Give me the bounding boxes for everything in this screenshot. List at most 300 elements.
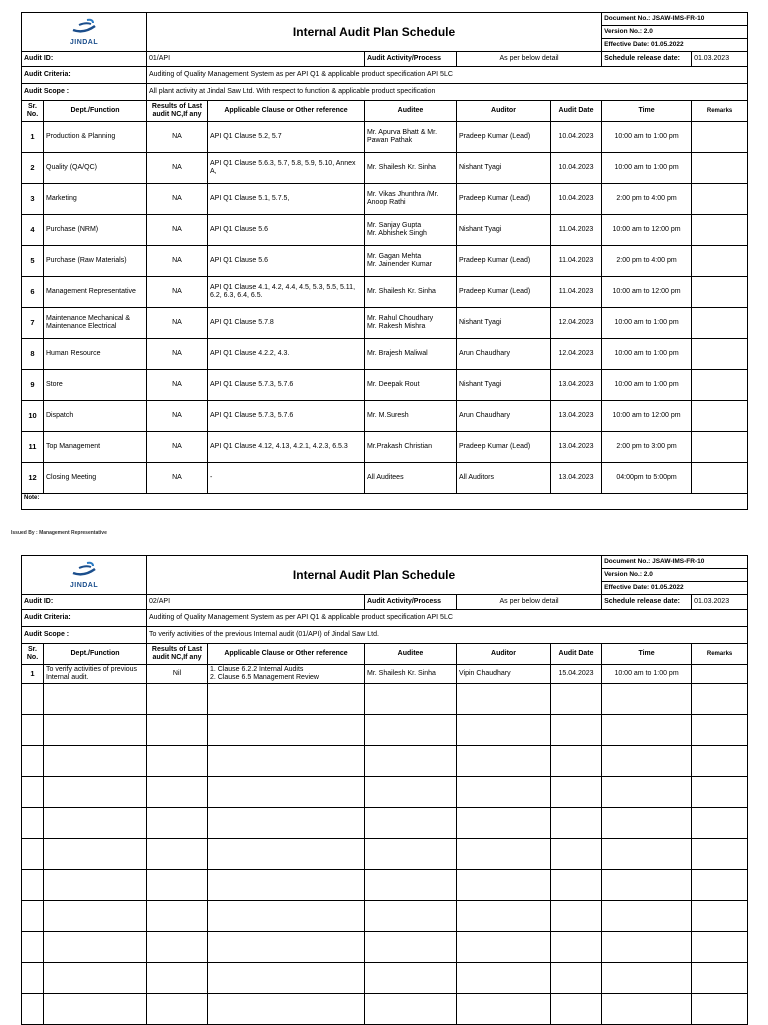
sheet1-rows: [22, 122, 748, 494]
row-dept-function: Closing Meeting: [44, 463, 147, 494]
row-clause: API Q1 Clause 5.7.8: [208, 308, 365, 339]
row-remarks: [692, 215, 748, 246]
row-dept-function: Production & Planning: [44, 122, 147, 153]
audit-activity-value: As per below detail: [457, 595, 602, 610]
col-header-time: Time: [602, 644, 692, 665]
empty-cell: [457, 684, 551, 715]
col-header-dept: Dept./Function: [44, 101, 147, 122]
row-auditee: Mr.Prakash Christian: [365, 432, 457, 463]
empty-cell: [44, 746, 147, 777]
empty-cell: [22, 684, 44, 715]
table-row: [22, 665, 748, 684]
empty-cell: [22, 746, 44, 777]
row-clause: -: [208, 463, 365, 494]
audit-activity-label: Audit Activity/Process: [365, 595, 457, 610]
audit-activity-label: Audit Activity/Process: [365, 52, 457, 67]
row-auditee: Mr. Brajesh Maliwal: [365, 339, 457, 370]
col-header-clause: Applicable Clause or Other reference: [208, 644, 365, 665]
row-audit-date: 11.04.2023: [551, 246, 602, 277]
empty-cell: [147, 901, 208, 932]
empty-cell: [692, 870, 748, 901]
empty-cell: [602, 746, 692, 777]
col-header-auditor: Auditor: [457, 644, 551, 665]
jindal-logo-icon: [69, 18, 99, 36]
row-last-result: NA: [147, 463, 208, 494]
col-header-time: Time: [602, 101, 692, 122]
empty-cell: [208, 777, 365, 808]
empty-cell: [22, 870, 44, 901]
row-clause: API Q1 Clause 5.2, 5.7: [208, 122, 365, 153]
row-sr-no: 10: [22, 401, 44, 432]
empty-cell: [44, 684, 147, 715]
row-time: 10:00 am to 1:00 pm: [602, 122, 692, 153]
table-row: [22, 308, 748, 339]
empty-cell: [602, 777, 692, 808]
row-dept-function: Store: [44, 370, 147, 401]
empty-cell: [602, 808, 692, 839]
row-audit-date: 11.04.2023: [551, 277, 602, 308]
empty-cell: [147, 994, 208, 1025]
empty-cell: [44, 808, 147, 839]
table-row: [22, 215, 748, 246]
row-clause: 1. Clause 6.2.2 Internal Audits 2. Clause 6.5 Management Review: [208, 665, 365, 684]
empty-cell: [457, 963, 551, 994]
row-audit-date: 13.04.2023: [551, 432, 602, 463]
table-row: [22, 463, 748, 494]
empty-cell: [365, 932, 457, 963]
empty-cell: [365, 684, 457, 715]
empty-cell: [147, 808, 208, 839]
empty-cell: [22, 963, 44, 994]
row-sr-no: 11: [22, 432, 44, 463]
row-last-result: NA: [147, 370, 208, 401]
empty-cell: [22, 715, 44, 746]
empty-cell: [365, 715, 457, 746]
row-remarks: [692, 463, 748, 494]
row-audit-date: 12.04.2023: [551, 308, 602, 339]
empty-cell: [551, 901, 602, 932]
col-header-remarks: Remarks: [692, 101, 748, 122]
logo-text: JINDAL: [69, 581, 99, 589]
empty-cell: [551, 932, 602, 963]
empty-cell: [208, 963, 365, 994]
row-auditee: Mr. Sanjay Gupta Mr. Abhishek Singh: [365, 215, 457, 246]
row-remarks: [692, 665, 748, 684]
empty-cell: [22, 839, 44, 870]
row-remarks: [692, 246, 748, 277]
row-audit-date: 10.04.2023: [551, 184, 602, 215]
empty-cell: [365, 870, 457, 901]
empty-table-row: [22, 684, 748, 715]
empty-cell: [551, 994, 602, 1025]
empty-cell: [457, 839, 551, 870]
empty-cell: [551, 777, 602, 808]
row-auditor: Nishant Tyagi: [457, 153, 551, 184]
empty-cell: [44, 901, 147, 932]
empty-cell: [44, 870, 147, 901]
row-auditor: Nishant Tyagi: [457, 370, 551, 401]
row-audit-date: 10.04.2023: [551, 122, 602, 153]
row-audit-date: 13.04.2023: [551, 463, 602, 494]
audit-plan-sheet-1: [21, 12, 747, 510]
empty-table-row: [22, 901, 748, 932]
row-auditee: Mr. Deepak Rout: [365, 370, 457, 401]
col-header-result: Results of Last audit NC,If any: [147, 644, 208, 665]
empty-cell: [457, 870, 551, 901]
audit-criteria-value: Auditing of Quality Management System as per API Q1 & applicable product specification API 5LC: [147, 610, 748, 627]
row-sr-no: 8: [22, 339, 44, 370]
empty-cell: [147, 839, 208, 870]
page-title: Internal Audit Plan Schedule: [147, 556, 602, 595]
row-auditor: Nishant Tyagi: [457, 215, 551, 246]
empty-cell: [692, 777, 748, 808]
effective-date: Effective Date: 01.05.2022: [602, 582, 748, 595]
audit-id-value: 02/API: [147, 595, 365, 610]
row-dept-function: Management Representative: [44, 277, 147, 308]
row-last-result: NA: [147, 432, 208, 463]
empty-cell: [365, 963, 457, 994]
row-sr-no: 2: [22, 153, 44, 184]
row-dept-function: Marketing: [44, 184, 147, 215]
row-dept-function: Quality (QA/QC): [44, 153, 147, 184]
issued-by-text: Issued By : Management Representative: [11, 530, 107, 536]
row-audit-date: 11.04.2023: [551, 215, 602, 246]
row-last-result: NA: [147, 122, 208, 153]
empty-cell: [208, 684, 365, 715]
empty-table-row: [22, 777, 748, 808]
empty-table-row: [22, 870, 748, 901]
row-auditor: Pradeep Kumar (Lead): [457, 122, 551, 153]
empty-table-row: [22, 932, 748, 963]
audit-criteria-value: Auditing of Quality Management System as per API Q1 & applicable product specification API 5LC: [147, 67, 748, 84]
row-auditor: Arun Chaudhary: [457, 339, 551, 370]
empty-cell: [551, 715, 602, 746]
row-dept-function: Maintenance Mechanical & Maintenance Electrical: [44, 308, 147, 339]
row-auditee: Mr. Rahul Choudhary Mr. Rakesh Mishra: [365, 308, 457, 339]
col-header-date: Audit Date: [551, 644, 602, 665]
empty-cell: [365, 901, 457, 932]
row-clause: API Q1 Clause 5.7.3, 5.7.6: [208, 401, 365, 432]
empty-cell: [457, 932, 551, 963]
empty-cell: [692, 839, 748, 870]
empty-table-row: [22, 808, 748, 839]
empty-cell: [147, 870, 208, 901]
row-dept-function: Purchase (Raw Materials): [44, 246, 147, 277]
row-last-result: NA: [147, 215, 208, 246]
empty-cell: [208, 932, 365, 963]
row-auditee: Mr. M.Suresh: [365, 401, 457, 432]
row-last-result: NA: [147, 277, 208, 308]
empty-cell: [44, 994, 147, 1025]
empty-cell: [602, 963, 692, 994]
empty-cell: [208, 901, 365, 932]
empty-table-row: [22, 963, 748, 994]
row-audit-date: 15.04.2023: [551, 665, 602, 684]
row-audit-date: 13.04.2023: [551, 370, 602, 401]
table-row: [22, 370, 748, 401]
sheet1-header-table: [21, 12, 748, 510]
empty-cell: [147, 963, 208, 994]
row-time: 2:00 pm to 3:00 pm: [602, 432, 692, 463]
row-sr-no: 1: [22, 665, 44, 684]
row-remarks: [692, 432, 748, 463]
col-header-auditor: Auditor: [457, 101, 551, 122]
empty-cell: [365, 746, 457, 777]
row-last-result: NA: [147, 401, 208, 432]
row-remarks: [692, 401, 748, 432]
sheet2-rows: [22, 665, 748, 1025]
row-last-result: Nil: [147, 665, 208, 684]
empty-cell: [365, 839, 457, 870]
version-number: Version No.: 2.0: [602, 26, 748, 39]
release-date-label: Schedule release date:: [602, 52, 692, 67]
row-clause: API Q1 Clause 4.12, 4.13, 4.2.1, 4.2.3, 6.5.3: [208, 432, 365, 463]
empty-cell: [551, 839, 602, 870]
empty-cell: [551, 808, 602, 839]
row-sr-no: 7: [22, 308, 44, 339]
row-auditee: Mr. Gagan Mehta Mr. Jainender Kumar: [365, 246, 457, 277]
page-title: Internal Audit Plan Schedule: [147, 13, 602, 52]
audit-id-label: Audit ID:: [22, 52, 147, 67]
col-header-sr: Sr. No.: [22, 644, 44, 665]
empty-table-row: [22, 715, 748, 746]
row-sr-no: 3: [22, 184, 44, 215]
row-auditor: Vipin Chaudhary: [457, 665, 551, 684]
empty-cell: [147, 746, 208, 777]
row-clause: API Q1 Clause 5.6: [208, 246, 365, 277]
empty-cell: [457, 808, 551, 839]
col-header-remarks: Remarks: [692, 644, 748, 665]
table-row: [22, 122, 748, 153]
audit-scope-label: Audit Scope :: [22, 84, 147, 101]
empty-cell: [602, 994, 692, 1025]
empty-table-row: [22, 839, 748, 870]
col-header-auditee: Auditee: [365, 101, 457, 122]
empty-cell: [22, 901, 44, 932]
empty-cell: [44, 777, 147, 808]
audit-scope-value: All plant activity at Jindal Saw Ltd. With respect to function & applicable product specification: [147, 84, 748, 101]
empty-cell: [22, 994, 44, 1025]
row-last-result: NA: [147, 339, 208, 370]
empty-cell: [602, 932, 692, 963]
release-date-value: 01.03.2023: [692, 595, 748, 610]
empty-cell: [602, 684, 692, 715]
row-clause: API Q1 Clause 5.7.3, 5.7.6: [208, 370, 365, 401]
audit-scope-label: Audit Scope :: [22, 627, 147, 644]
effective-date: Effective Date: 01.05.2022: [602, 39, 748, 52]
row-sr-no: 4: [22, 215, 44, 246]
row-dept-function: To verify activities of previous Internal audit.: [44, 665, 147, 684]
empty-cell: [551, 963, 602, 994]
note-label: Note:: [22, 494, 748, 510]
row-auditor: Pradeep Kumar (Lead): [457, 184, 551, 215]
empty-cell: [208, 808, 365, 839]
empty-cell: [602, 715, 692, 746]
row-time: 10:00 am to 12:00 pm: [602, 215, 692, 246]
row-last-result: NA: [147, 246, 208, 277]
version-number: Version No.: 2.0: [602, 569, 748, 582]
empty-cell: [602, 870, 692, 901]
row-time: 04:00pm to 5:00pm: [602, 463, 692, 494]
empty-cell: [44, 932, 147, 963]
row-dept-function: Purchase (NRM): [44, 215, 147, 246]
row-sr-no: 12: [22, 463, 44, 494]
table-row: [22, 401, 748, 432]
row-remarks: [692, 122, 748, 153]
row-clause: API Q1 Clause 5.6: [208, 215, 365, 246]
row-clause: API Q1 Clause 5.6.3, 5.7, 5.8, 5.9, 5.10, Annex A,: [208, 153, 365, 184]
empty-cell: [602, 839, 692, 870]
row-remarks: [692, 308, 748, 339]
empty-cell: [365, 808, 457, 839]
empty-cell: [692, 684, 748, 715]
row-time: 10:00 am to 1:00 pm: [602, 339, 692, 370]
row-sr-no: 9: [22, 370, 44, 401]
empty-cell: [365, 777, 457, 808]
empty-cell: [692, 901, 748, 932]
empty-cell: [551, 870, 602, 901]
empty-cell: [692, 808, 748, 839]
row-dept-function: Top Management: [44, 432, 147, 463]
row-auditee: Mr. Shailesh Kr. Sinha: [365, 665, 457, 684]
empty-cell: [22, 777, 44, 808]
empty-cell: [208, 870, 365, 901]
table-row: [22, 246, 748, 277]
empty-cell: [692, 715, 748, 746]
audit-scope-value: To verify activities of the previous Internal audit (01/API) of Jindal Saw Ltd.: [147, 627, 748, 644]
empty-cell: [457, 746, 551, 777]
table-row: [22, 432, 748, 463]
row-time: 10:00 am to 12:00 pm: [602, 277, 692, 308]
row-remarks: [692, 370, 748, 401]
row-time: 10:00 am to 1:00 pm: [602, 665, 692, 684]
audit-criteria-label: Audit Criteria:: [22, 610, 147, 627]
row-auditee: All Auditees: [365, 463, 457, 494]
table-row: [22, 153, 748, 184]
row-clause: API Q1 Clause 5.1, 5.7.5,: [208, 184, 365, 215]
row-auditee: Mr. Apurva Bhatt & Mr. Pawan Pathak: [365, 122, 457, 153]
release-date-label: Schedule release date:: [602, 595, 692, 610]
empty-cell: [208, 746, 365, 777]
col-header-dept: Dept./Function: [44, 644, 147, 665]
empty-cell: [457, 994, 551, 1025]
table-row: [22, 339, 748, 370]
row-sr-no: 1: [22, 122, 44, 153]
empty-cell: [147, 932, 208, 963]
empty-cell: [457, 715, 551, 746]
audit-id-label: Audit ID:: [22, 595, 147, 610]
row-auditee: Mr. Vikas Jhunthra /Mr. Anoop Rathi: [365, 184, 457, 215]
company-logo: [22, 556, 147, 595]
col-header-clause: Applicable Clause or Other reference: [208, 101, 365, 122]
empty-cell: [208, 994, 365, 1025]
row-clause: API Q1 Clause 4.2.2, 4.3.: [208, 339, 365, 370]
row-auditor: Nishant Tyagi: [457, 308, 551, 339]
empty-table-row: [22, 994, 748, 1025]
row-time: 10:00 am to 1:00 pm: [602, 370, 692, 401]
empty-cell: [692, 994, 748, 1025]
empty-cell: [22, 932, 44, 963]
empty-cell: [208, 839, 365, 870]
empty-cell: [22, 808, 44, 839]
table-row: [22, 277, 748, 308]
jindal-logo-icon: [69, 561, 99, 579]
company-logo: [22, 13, 147, 52]
row-remarks: [692, 184, 748, 215]
empty-cell: [208, 715, 365, 746]
row-dept-function: Dispatch: [44, 401, 147, 432]
row-clause: API Q1 Clause 4.1, 4.2, 4.4, 4.5, 5.3, 5.5, 5.11, 6.2, 6.3, 6.4, 6.5.: [208, 277, 365, 308]
logo-text: JINDAL: [69, 38, 99, 46]
row-last-result: NA: [147, 308, 208, 339]
row-audit-date: 10.04.2023: [551, 153, 602, 184]
empty-cell: [551, 684, 602, 715]
row-last-result: NA: [147, 153, 208, 184]
empty-cell: [44, 963, 147, 994]
row-auditee: Mr. Shailesh Kr. Sinha: [365, 277, 457, 308]
row-sr-no: 5: [22, 246, 44, 277]
row-last-result: NA: [147, 184, 208, 215]
row-auditor: All Auditors: [457, 463, 551, 494]
empty-cell: [602, 901, 692, 932]
col-header-result: Results of Last audit NC,If any: [147, 101, 208, 122]
col-header-auditee: Auditee: [365, 644, 457, 665]
row-time: 2:00 pm to 4:00 pm: [602, 246, 692, 277]
row-audit-date: 12.04.2023: [551, 339, 602, 370]
empty-cell: [147, 777, 208, 808]
row-sr-no: 6: [22, 277, 44, 308]
audit-id-value: 01/API: [147, 52, 365, 67]
release-date-value: 01.03.2023: [692, 52, 748, 67]
row-time: 2:00 pm to 4:00 pm: [602, 184, 692, 215]
col-header-date: Audit Date: [551, 101, 602, 122]
col-header-sr: Sr. No.: [22, 101, 44, 122]
row-auditor: Pradeep Kumar (Lead): [457, 246, 551, 277]
document-number: Document No.: JSAW-IMS-FR-10: [602, 13, 748, 26]
row-remarks: [692, 277, 748, 308]
row-dept-function: Human Resource: [44, 339, 147, 370]
audit-plan-sheet-2: [21, 555, 747, 1025]
empty-cell: [44, 715, 147, 746]
audit-criteria-label: Audit Criteria:: [22, 67, 147, 84]
empty-cell: [692, 746, 748, 777]
row-remarks: [692, 339, 748, 370]
row-time: 10:00 am to 1:00 pm: [602, 153, 692, 184]
empty-cell: [457, 901, 551, 932]
empty-cell: [44, 839, 147, 870]
empty-cell: [551, 746, 602, 777]
empty-cell: [457, 777, 551, 808]
row-auditor: Pradeep Kumar (Lead): [457, 277, 551, 308]
empty-cell: [147, 715, 208, 746]
row-auditor: Pradeep Kumar (Lead): [457, 432, 551, 463]
sheet2-header-table: [21, 555, 748, 1025]
row-auditor: Arun Chaudhary: [457, 401, 551, 432]
row-auditee: Mr. Shailesh Kr. Sinha: [365, 153, 457, 184]
empty-cell: [692, 932, 748, 963]
empty-table-row: [22, 746, 748, 777]
row-time: 10:00 am to 12:00 pm: [602, 401, 692, 432]
row-time: 10:00 am to 1:00 pm: [602, 308, 692, 339]
document-number: Document No.: JSAW-IMS-FR-10: [602, 556, 748, 569]
empty-cell: [365, 994, 457, 1025]
table-row: [22, 184, 748, 215]
empty-cell: [147, 684, 208, 715]
audit-activity-value: As per below detail: [457, 52, 602, 67]
empty-cell: [692, 963, 748, 994]
row-remarks: [692, 153, 748, 184]
row-audit-date: 13.04.2023: [551, 401, 602, 432]
